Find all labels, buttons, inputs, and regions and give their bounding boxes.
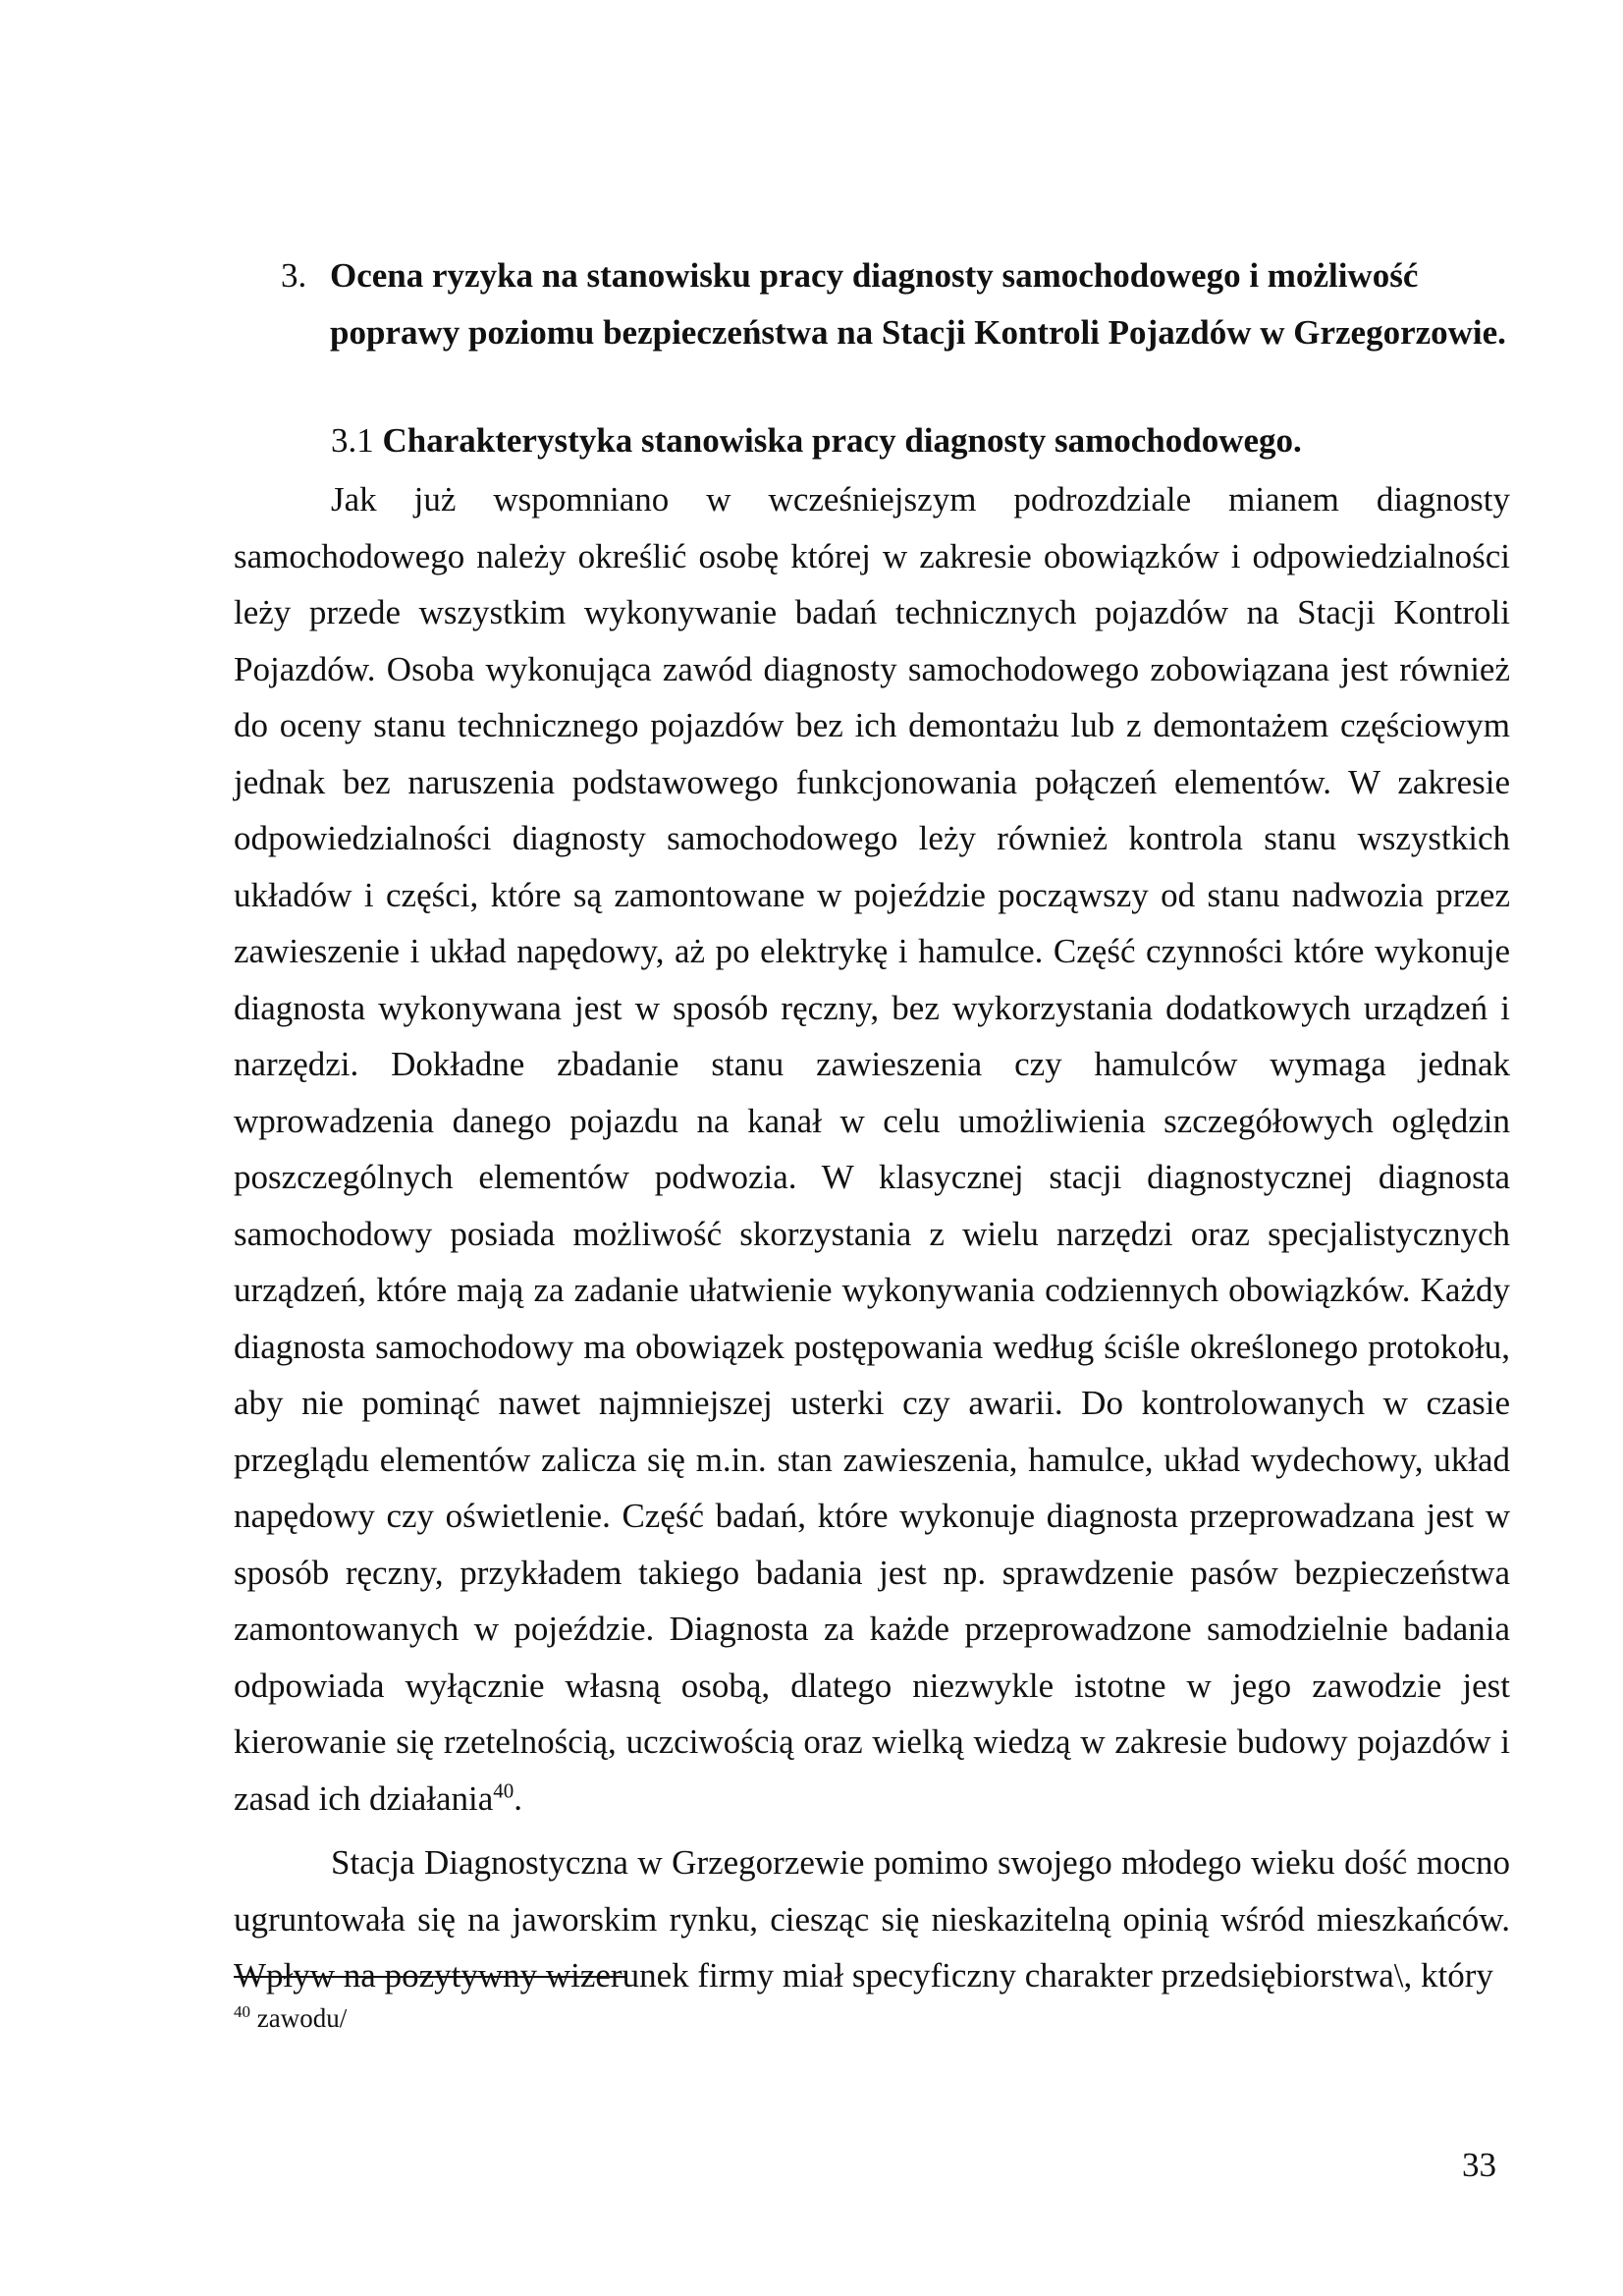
section-number: 3. xyxy=(281,256,307,295)
footnote-text: zawodu/ xyxy=(256,2003,348,2033)
body-text xyxy=(234,471,1510,2004)
subsection-heading xyxy=(331,415,1302,466)
footnote xyxy=(234,2000,347,2036)
paragraph-text: Jak już wspomniano w wcześniejszym podrozdziale mianem diagnosty samochodowego należy określić osobę której w zakresie obowiązków i odpowiedzialności leży przede wszystkim wykonywanie badań technicznych pojazdów na Stacji Kontroli Pojazdów. Osoba wykonująca zawód diagnosty samochodowego zobowiązana jest również do oceny stanu technicznego pojazdów bez ich demontażu lub z demontażem częściowym jednak bez naruszenia podstawowego funkcjonowania połączeń elementów. W zakresie odpowiedzialności diagnosty samochodowego leży również kontrola stanu wszystkich układów i części, które są zamontowane w pojeździe począwszy od stanu nadwozia przez zawieszenie i układ napędowy, aż po elektrykę i hamulce. Część czynności które wykonuje diagnosta wykonywana jest w sposób ręczny, bez wykorzystania dodatkowych urządzeń i narzędzi. Dokładne zbadanie stanu zawieszenia czy hamulców wymaga jednak wprowadzenia danego pojazdu na kanał w celu umożliwienia szczegółowych oględzin poszczególnych elementów podwozia. W klasycznej stacji diagnostycznej diagnosta samochodowy posiada możliwość skorzystania z wielu narzędzi oraz specjalistycznych urządzeń, które mają za zadanie ułatwienie wykonywania codziennych obowiązków. Każdy diagnosta samochodowy ma obowiązek postępowania według ściśle określonego protokołu, aby nie pominąć nawet najmniejszej usterki czy awarii. Do kontrolowanych w czasie przeglądu elementów zalicza się m.in. stan zawieszenia, hamulce, układ wydechowy, układ napędowy czy oświetlenie. Część badań, które wykonuje diagnosta przeprowadzana jest w sposób ręczny, przykładem takiego badania jest np. sprawdzenie pasów bezpieczeństwa zamontowanych w pojeździe. Diagnosta za każde przeprowadzone samodzielnie badania odpowiada wyłącznie własną osobą, dlatego niezwykle istotne w jego zawodzie jest kierowanie się rzetelnością, uczciwością oraz wielką wiedzą w zakresie budowy pojazdów i zasad ich działania xyxy=(234,480,1510,1818)
paragraph-text: Stacja Diagnostyczna w Grzegorzewie pomimo swojego młodego wieku dość mocno ugruntowała się na jaworskim rynku, ciesząc się nieskazitelną opinią wśród mieszkańców. Wpływ na pozytywny wizerunek firmy miał specyficzny charakter przedsiębiorstwa\, który xyxy=(234,1843,1510,1995)
page-number: 33 xyxy=(1462,2146,1496,2184)
subsection-number: 3.1 xyxy=(331,421,374,460)
footnote-number: 40 xyxy=(234,2002,250,2021)
paragraph xyxy=(234,1834,1510,2004)
subsection-title: Charakterystyka stanowiska pracy diagnosty samochodowego. xyxy=(382,421,1302,460)
footnote-separator xyxy=(234,1976,626,1978)
section-title: Ocena ryzyka na stanowisku pracy diagnosty samochodowego i możliwość poprawy poziomu bezpieczeństwa na Stacji Kontroli Pojazdów w Grzegorzowie. xyxy=(330,256,1506,352)
paragraph xyxy=(234,471,1510,1827)
footnote-reference: 40 xyxy=(493,1777,514,1802)
section-heading xyxy=(281,247,1518,361)
paragraph-end: . xyxy=(514,1778,523,1818)
